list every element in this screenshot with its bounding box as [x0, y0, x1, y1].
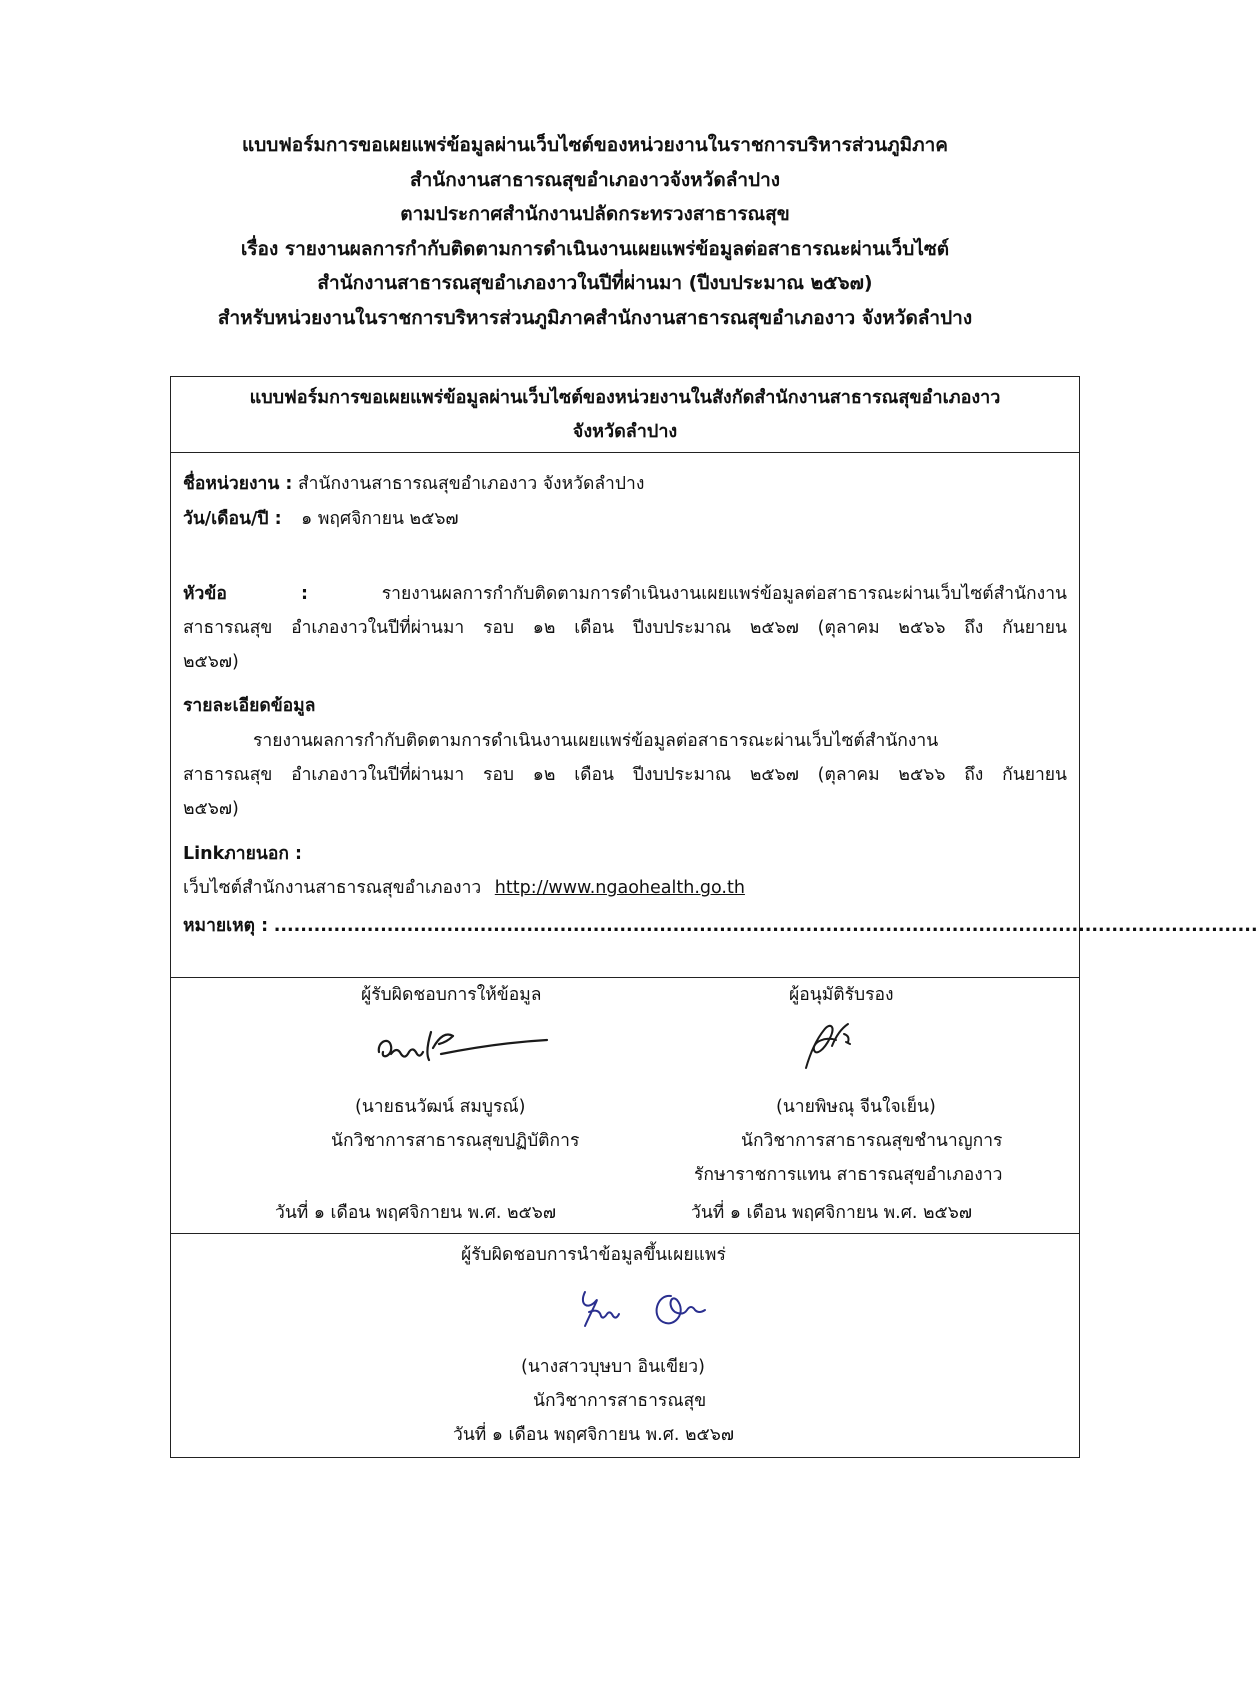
website-link[interactable]: http://www.ngaohealth.go.th [494, 878, 745, 898]
detail-line-3: ๒๕๖๗) [183, 799, 239, 819]
note-dots: .................................................................................................................................................... [273, 916, 1258, 936]
topic-line-3: ๒๕๖๗) [183, 652, 239, 672]
agency-value: สำนักงานสาธารณสุขอำเภองาว จังหวัดลำปาง [297, 474, 645, 494]
date-label: วัน/เดือน/ปี : [183, 509, 282, 529]
provider-date: วันที่ ๑ เดือน พฤศจิกายน พ.ศ. ๒๕๖๗ [275, 1203, 557, 1223]
provider-role: ผู้รับผิดชอบการให้ข้อมูล [361, 985, 542, 1005]
form-title-line-1: แบบฟอร์มการขอเผยแพร่ข้อมูลผ่านเว็บไซต์ของหน่วยงานในสังกัดสำนักงานสาธารณสุขอำเภองาว [249, 387, 1001, 408]
link-prefix: เว็บไซต์สำนักงานสาธารณสุขอำเภองาว [183, 878, 482, 898]
detail-line-1: รายงานผลการกำกับติดตามการดำเนินงานเผยแพร่ข้อมูลต่อสาธารณะผ่านเว็บไซต์สำนักงาน [253, 731, 939, 751]
publisher-signature [571, 1282, 721, 1342]
date-value: ๑ พฤศจิกายน ๒๕๖๗ [301, 509, 459, 529]
publisher-name: (นางสาวบุษบา อินเขียว) [521, 1357, 705, 1377]
approver-date: วันที่ ๑ เดือน พฤศจิกายน พ.ศ. ๒๕๖๗ [691, 1203, 973, 1223]
form-title-line-2: จังหวัดลำปาง [572, 421, 678, 442]
note-row [183, 909, 1258, 943]
info-section [171, 453, 1258, 978]
heading-line-2: สำนักงานสาธารณสุขอำเภองาวจังหวัดลำปาง [409, 168, 781, 191]
heading-line-4: เรื่อง รายงานผลการกำกับติดตามการดำเนินงานเผยแพร่ข้อมูลต่อสาธารณะผ่านเว็บไซต์ [240, 237, 950, 260]
heading-line-6: สำหรับหน่วยงานในราชการบริหารส่วนภูมิภาคสำนักงานสาธารณสุขอำเภองาว จังหวัดลำปาง [217, 306, 973, 329]
agency-row [183, 467, 1067, 501]
approver-name: (นายพิษณุ จีนใจเย็น) [776, 1097, 936, 1117]
topic-row-1 [183, 577, 1067, 611]
provider-name: (นายธนวัฒน์ สมบูรณ์) [355, 1097, 526, 1117]
provider-position: นักวิชาการสาธารณสุขปฏิบัติการ [331, 1131, 580, 1151]
heading-line-3: ตามประกาศสำนักงานปลัดกระทรวงสาธารณสุข [400, 203, 790, 225]
publisher-position: นักวิชาการสาธารณสุข [533, 1391, 707, 1411]
publisher-section [171, 1234, 1079, 1456]
date-row [183, 502, 1067, 536]
topic-label: หัวข้อ : [183, 584, 309, 604]
note-label: หมายเหตุ : [183, 916, 269, 936]
heading-line-5: สำนักงานสาธารณสุขอำเภองาวในปีที่ผ่านมา (ปีงบประมาณ ๒๕๖๗) [317, 272, 873, 294]
approver-role: ผู้อนุมัติรับรอง [789, 985, 894, 1005]
detail-label: รายละเอียดข้อมูล [183, 696, 316, 716]
document-heading [0, 128, 1190, 335]
link-label: Linkภายนอก : [183, 844, 303, 864]
provider-signature-block [171, 978, 626, 1234]
publisher-date: วันที่ ๑ เดือน พฤศจิกายน พ.ศ. ๒๕๖๗ [453, 1425, 735, 1445]
approver-signature-block [626, 978, 1081, 1234]
link-row [183, 871, 1067, 905]
approver-signature [796, 1016, 866, 1076]
approver-acting: รักษาราชการแทน สาธารณสุขอำเภองาว [694, 1165, 1003, 1185]
agency-label: ชื่อหน่วยงาน : [183, 474, 293, 494]
publisher-role: ผู้รับผิดชอบการนำข้อมูลขึ้นเผยแพร่ [461, 1245, 726, 1265]
signature-section [171, 978, 1079, 1234]
heading-line-1: แบบฟอร์มการขอเผยแพร่ข้อมูลผ่านเว็บไซต์ของหน่วยงานในราชการบริหารส่วนภูมิภาค [241, 134, 949, 156]
approver-position: นักวิชาการสาธารณสุขชำนาญการ [741, 1131, 1003, 1151]
form-title [171, 377, 1079, 453]
topic-line-1: รายงานผลการกำกับติดตามการดำเนินงานเผยแพร่ข้อมูลต่อสาธารณะผ่านเว็บไซต์สำนักงาน [381, 584, 1067, 604]
provider-signature [371, 1024, 551, 1074]
detail-line-2: สาธารณสุข อำเภองาวในปีที่ผ่านมา รอบ ๑๒ เดือน ปีงบประมาณ ๒๕๖๗ (ตุลาคม ๒๕๖๖ ถึง กันยายน [183, 765, 1067, 785]
form-box [170, 376, 1258, 1458]
topic-line-2: สาธารณสุข อำเภองาวในปีที่ผ่านมา รอบ ๑๒ เดือน ปีงบประมาณ ๒๕๖๗ (ตุลาคม ๒๕๖๖ ถึง กันยายน [183, 618, 1067, 638]
